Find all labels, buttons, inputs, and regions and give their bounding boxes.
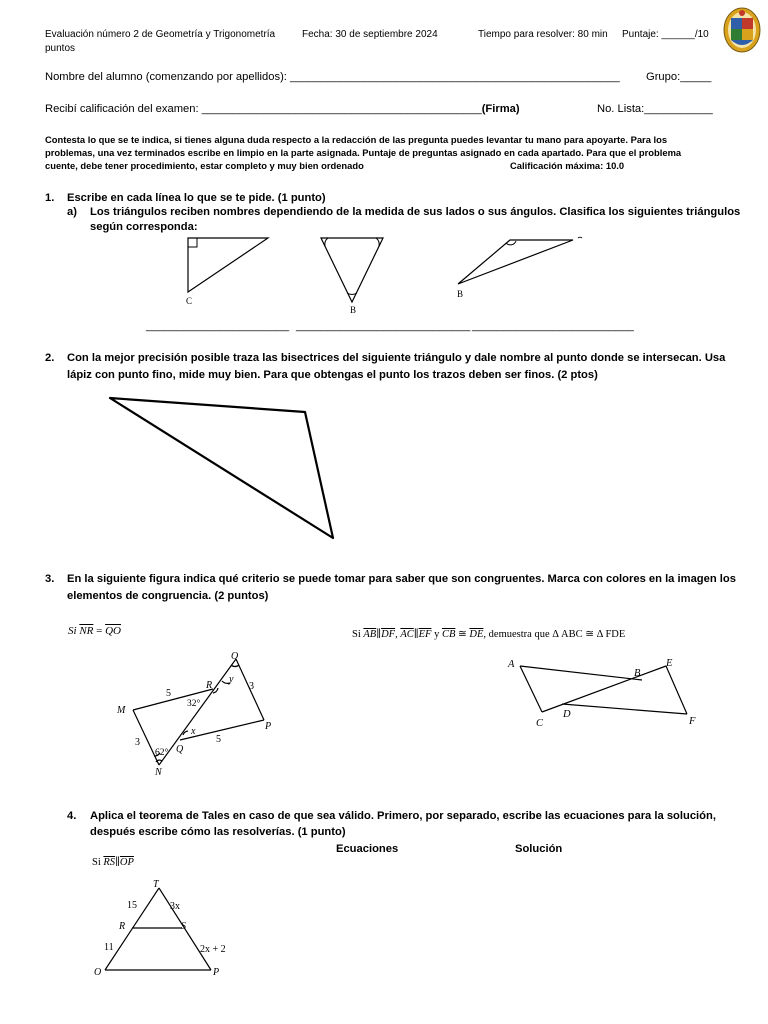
obtuse-triangle (457, 237, 582, 299)
student-name-field[interactable] (45, 71, 620, 83)
exam-date: Fecha: 30 de septiembre 2024 (302, 29, 438, 40)
student-name-label: Nombre del alumno (comenzando por apellidos): (45, 71, 291, 83)
fig2-label-A: A (508, 659, 515, 670)
fig2-label-C: C (536, 718, 544, 729)
q4-label-P: P (213, 967, 220, 978)
school-crest-icon (722, 6, 762, 54)
q1-sub-line-1: Los triángulos reciben nombres dependiendo de la medida de sus lados o sus ángulos. Clasifica los siguientes triángulos (90, 206, 741, 218)
fig1-label-3-top: 3 (249, 681, 254, 692)
q3-figure-1 (100, 645, 300, 780)
isosceles-triangle (321, 238, 383, 315)
fig2-label-E: E (666, 658, 673, 669)
q3-right-si: Si (352, 629, 361, 640)
fig1-label-O: O (231, 651, 239, 662)
q4-label-S: S (181, 921, 186, 932)
exam-title: Evaluación número 2 de Geometría y Trigonometría (45, 29, 276, 40)
received-line: _____________________________________________ (201, 103, 482, 115)
fig1-label-5-top: 5 (166, 688, 171, 699)
q4-equations-header: Ecuaciones (336, 843, 399, 855)
q3-right-cong: ≅ (457, 629, 467, 640)
q4-label-R: R (119, 921, 126, 932)
q4-given-si: Si (92, 857, 101, 868)
q4-label-15: 15 (127, 900, 137, 911)
q3-line-2: elementos de congruencia. (2 puntos) (67, 590, 269, 602)
fig1-label-62: 62° (155, 748, 169, 758)
q3-right-par2: ∥ (413, 629, 419, 640)
right-triangle (186, 238, 268, 306)
exam-time: Tiempo para resolver: 80 min (478, 29, 608, 40)
q3-left-given (68, 625, 121, 637)
q4-given (92, 856, 134, 868)
student-name-line: _____________________________________________________ (290, 71, 620, 83)
q1-text: Escribe en cada línea lo que se te pide. (1 punto) (67, 192, 326, 204)
q3-right-given (352, 628, 625, 640)
q4-thales-figure (85, 872, 245, 982)
q4-label-2x2: 2x + 2 (200, 944, 226, 955)
q1-answer-line-2[interactable]: ____________________________ (296, 320, 471, 332)
fig1-label-N: N (155, 767, 162, 778)
fig1-label-Q: Q (176, 744, 184, 755)
fig2-label-F: F (689, 716, 696, 727)
fig2-label-B: B (634, 668, 641, 679)
q4-given-seg1: $\overline{RS}$ (103, 857, 116, 868)
q2-line-1: Con la mejor precisión posible traza las bisectrices del siguiente triángulo y dale nombre al punto donde se intersecan. Usa (67, 352, 726, 364)
fig1-label-y: y (229, 674, 234, 685)
fig1-label-x: x (191, 726, 196, 737)
q2-line-2: lápiz con punto fino, mide muy bien. Para que obtengas el punto los trazos deben ser finos. (2 ptos) (67, 369, 598, 381)
q3-right-par1: ∥ (376, 629, 382, 640)
q3-figure-2 (500, 650, 710, 735)
q3-left-si: Si (68, 625, 77, 637)
q3-right-seg5: $\overline{CB}$ (441, 629, 456, 640)
q3-line-1: En la siguiente figura indica qué criterio se puede tomar para saber que son congruentes. Marca con colores en la imagen los (67, 573, 736, 585)
signature-label: (Firma) (481, 103, 520, 115)
q4-solution-header: Solución (515, 843, 563, 855)
q2-number: 2. (45, 352, 55, 364)
school-logo (722, 6, 762, 54)
fig1-label-3-left: 3 (135, 737, 140, 748)
q1-sub-letter: a) (67, 206, 77, 218)
instructions-line-2: problemas, una vez terminados escribe en limpio en la parte asignada. Puntaje de preguntas asignado en cada apartado. Para que el problema (45, 147, 682, 158)
q4-label-11: 11 (104, 942, 114, 953)
q3-right-y: y (434, 629, 440, 640)
q3-right-seg3: $\overline{AC}$ (400, 629, 414, 640)
q4-number: 4. (67, 810, 77, 822)
points-word: puntos (45, 43, 76, 54)
q3-right-seg2: $\overline{DF}$ (381, 629, 396, 640)
q1-sub-line-2: según corresponda: (90, 221, 198, 233)
fig1-label-32: 32° (187, 699, 201, 709)
q3-number: 3. (45, 573, 55, 585)
q4-given-seg2: $\overline{OP}$ (119, 857, 134, 868)
q4-label-T: T (153, 879, 159, 890)
received-label: Recibí calificación del examen: (45, 103, 202, 115)
received-field[interactable] (45, 103, 520, 115)
q3-left-seg2: $\overline{QO}$ (105, 625, 121, 637)
fig1-label-M: M (117, 705, 126, 716)
q2-triangle (0, 390, 768, 550)
fig1-label-5-bottom: 5 (216, 734, 221, 745)
q4-given-par: ∥ (115, 857, 120, 868)
q3-right-tail: , demuestra que Δ ABC ≅ Δ FDE (483, 629, 626, 640)
q3-left-eq: = (96, 625, 103, 637)
q3-left-seg1: $\overline{NR}$ (79, 625, 94, 637)
q3-right-seg6: $\overline{DE}$ (469, 629, 484, 640)
fig1-label-P: P (265, 721, 272, 732)
list-number-field[interactable]: No. Lista:___________ (597, 103, 713, 115)
q1-number: 1. (45, 192, 55, 204)
tri1-vertex-label: C (186, 296, 193, 306)
q4-line-2: después escribe cómo las resolverías. (1 punto) (90, 826, 346, 838)
exam-score: Puntaje: ______/10 (622, 29, 709, 40)
q1-answer-line-3[interactable]: __________________________ (472, 320, 634, 332)
fig1-label-R: R (206, 680, 213, 691)
q4-label-O: O (94, 967, 102, 978)
q3-right-seg1: $\overline{AB}$ (363, 629, 377, 640)
tri2-vertex-label: B (350, 305, 357, 315)
instructions-line-1: Contesta lo que se te indica, si tienes alguna duda respecto a la redacción de las pregunta puedes levantar tu mano para apoyarte. Para los (45, 134, 668, 145)
fig2-label-D: D (563, 709, 571, 720)
q3-right-comma: , (395, 629, 398, 640)
max-grade: Calificación máxima: 10.0 (510, 160, 625, 171)
q3-right-seg4: $\overline{EF}$ (418, 629, 432, 640)
group-field[interactable]: Grupo:_____ (646, 71, 712, 83)
q4-line-1: Aplica el teorema de Tales en caso de que sea válido. Primero, por separado, escribe las ecuaciones para la solución, (90, 810, 716, 822)
tri3-vertex-label: B (457, 289, 464, 299)
q1-triangles (0, 232, 768, 317)
q4-label-3x: 3x (170, 901, 180, 912)
q1-answer-line-1[interactable]: _______________________ (146, 320, 290, 332)
instructions-line-3: cuente, debe tener procedimiento, estar completo y muy bien ordenado (45, 160, 364, 171)
